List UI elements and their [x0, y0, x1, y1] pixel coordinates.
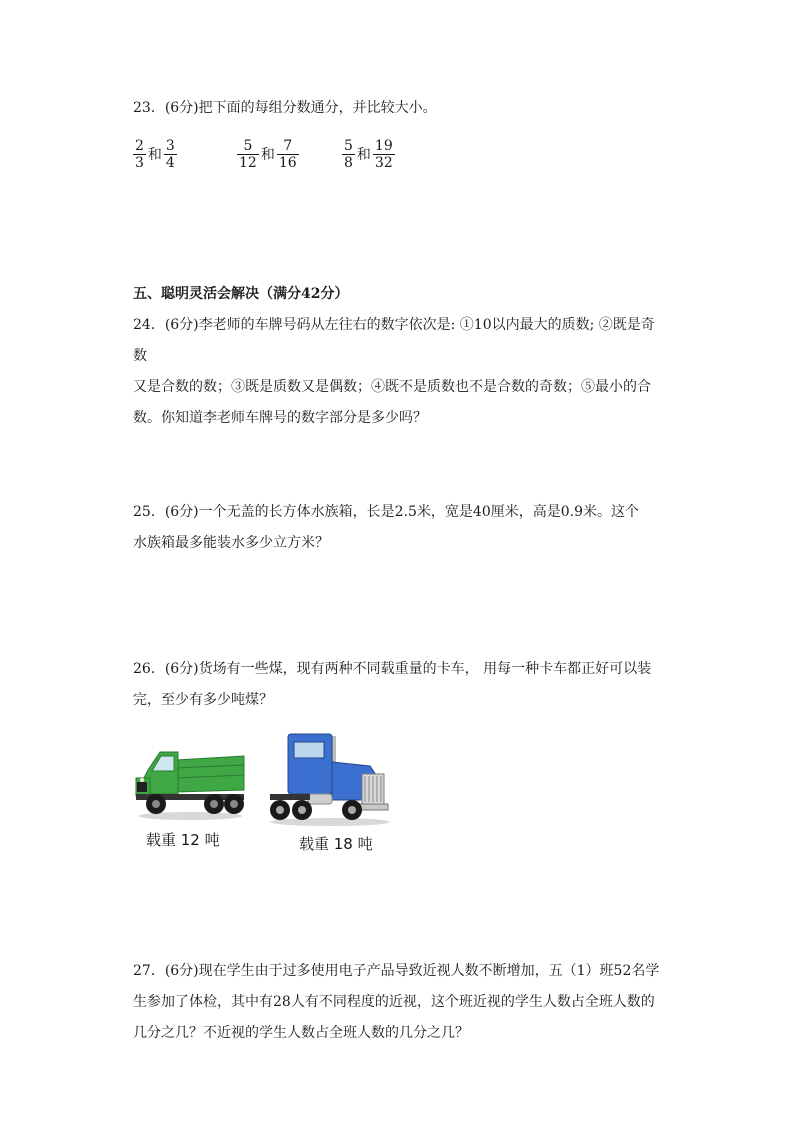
denominator: 16	[278, 154, 297, 171]
dump-truck-icon	[134, 738, 246, 822]
question-24-line: 数。你知道李老师车牌号的数字部分是多少吗？	[133, 410, 427, 426]
denominator: 8	[344, 154, 353, 171]
fraction-pairs	[133, 132, 533, 178]
question-27-line: 27．(6分)现在学生由于过多使用电子产品导致近视人数不断增加，五（1）班52名学	[133, 963, 660, 979]
denominator: 32	[374, 154, 393, 171]
truck-1-caption: 载重 12 吨	[146, 831, 220, 849]
and-word: 和	[260, 147, 275, 163]
fraction-pair-2	[237, 132, 299, 176]
question-25-line: 25．(6分)一个无盖的长方体水族箱，长是2.5米，宽是40厘米，高是0.9米。这个	[133, 504, 639, 520]
fraction-pair-1	[133, 132, 177, 176]
question-26-line: 完，至少有多少吨煤？	[133, 692, 273, 708]
fraction	[237, 138, 259, 171]
numerator: 5	[344, 137, 353, 154]
denominator: 4	[165, 154, 175, 171]
fraction-pair-3	[342, 132, 395, 176]
numerator: 5	[243, 137, 253, 154]
question-23-text: 23．(6分)把下面的每组分数通分，并比较大小。	[133, 100, 437, 116]
fraction	[164, 138, 177, 171]
question-24	[133, 310, 663, 434]
numerator: 3	[165, 137, 175, 154]
blue-semi-truck-image	[266, 728, 394, 828]
numerator: 2	[135, 137, 144, 154]
semi-truck-icon	[266, 728, 394, 828]
question-25-line: 水族箱最多能装水多少立方米？	[133, 535, 329, 551]
question-23	[133, 93, 663, 124]
section-5-title: 五、聪明灵活会解决（满分42分）	[133, 286, 349, 302]
numerator: 19	[374, 137, 393, 154]
denominator: 3	[135, 154, 144, 171]
question-27-line: 几分之几？不近视的学生人数占全班人数的几分之几？	[133, 1025, 469, 1041]
and-word: 和	[356, 147, 371, 163]
question-24-line: 24．(6分)李老师的车牌号码从左往右的数字依次是: ①10以内最大的质数; ②既是奇数	[133, 317, 655, 364]
green-dump-truck-image	[134, 738, 246, 822]
fraction	[373, 138, 395, 171]
question-25	[133, 497, 663, 559]
question-27	[133, 956, 663, 1049]
question-26-line: 26．(6分)货场有一些煤，现有两种不同载重量的卡车， 用每一种卡车都正好可以装	[133, 661, 652, 677]
truck-2-caption: 载重 18 吨	[299, 835, 373, 853]
and-word: 和	[147, 147, 162, 163]
question-26	[133, 654, 663, 716]
denominator: 12	[239, 154, 257, 171]
fraction	[342, 138, 355, 171]
fraction	[133, 138, 146, 171]
question-24-line: 又是合数的数；③既是质数又是偶数；④既不是质数也不是合数的奇数；⑤最小的合	[133, 379, 651, 395]
question-27-line: 生参加了体检，其中有28人有不同程度的近视，这个班近视的学生人数占全班人数的	[133, 994, 655, 1010]
numerator: 7	[283, 137, 293, 154]
fraction	[277, 138, 299, 171]
